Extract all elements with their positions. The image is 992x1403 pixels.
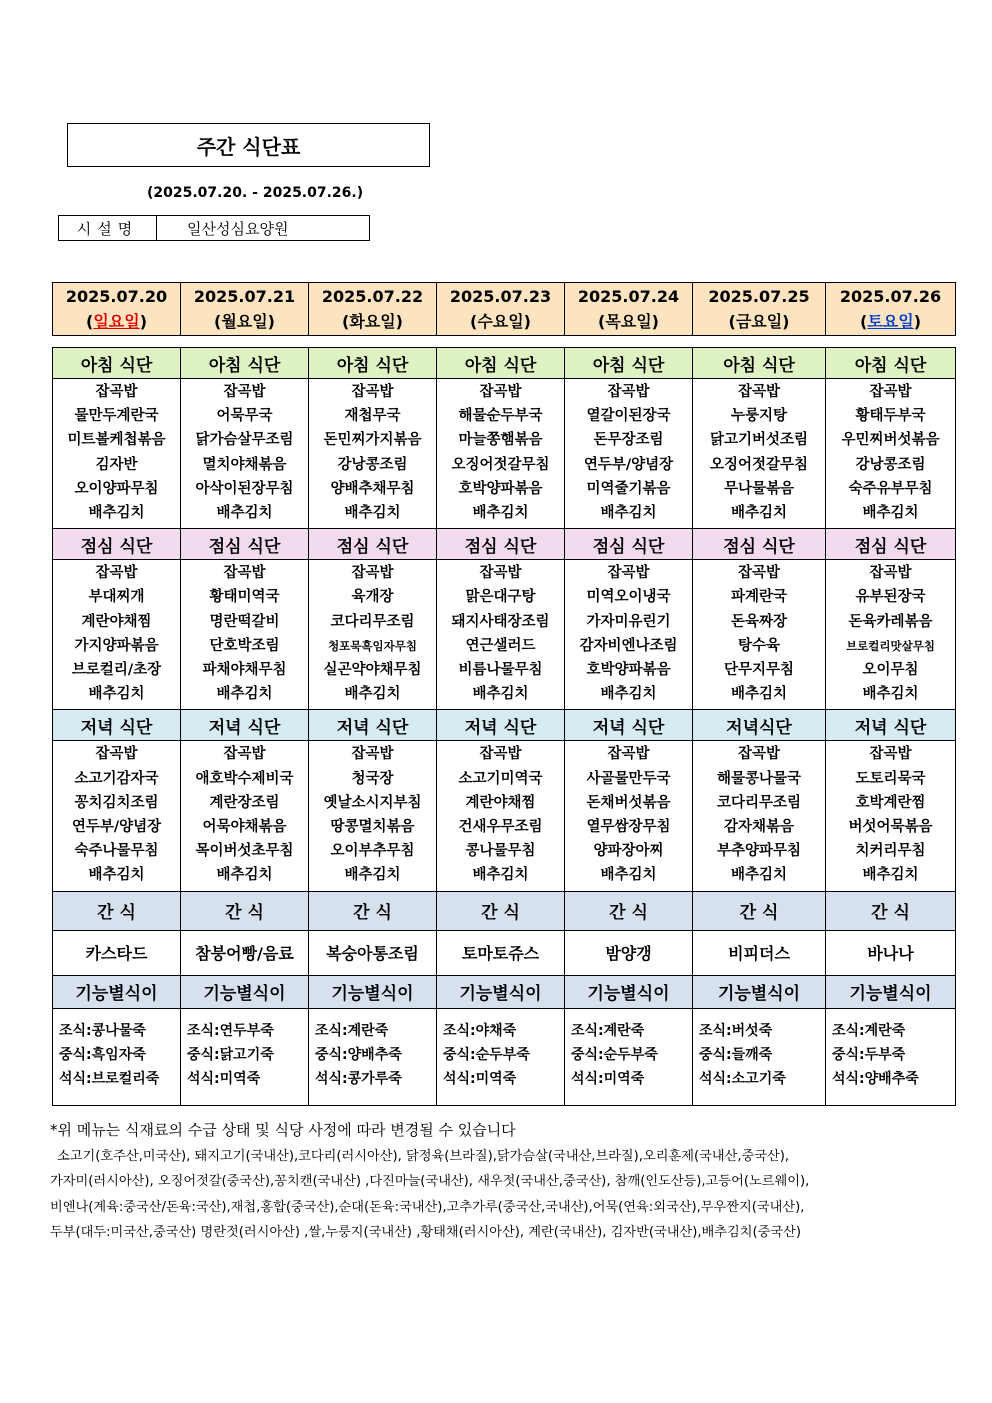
menu-item: 해물콩나물국: [716, 770, 802, 787]
dinner-header: 저녁 식단: [565, 710, 693, 741]
porridge-item: 중식:양배추죽: [315, 1046, 402, 1063]
snack-item: 참붕어빵/음료: [181, 930, 309, 975]
menu-item: 숙주유부무침: [848, 480, 933, 497]
lunch-cell: [53, 560, 181, 710]
breakfast-cell: [53, 379, 181, 529]
lunch-header: 점심 식단: [437, 529, 565, 560]
day-header-cell: [53, 283, 181, 336]
menu-item: 잡곡밥: [737, 565, 781, 582]
breakfast-header: 아침 식단: [181, 348, 309, 379]
page-title: 주간 식단표: [67, 123, 430, 167]
snack-header: 간 식: [309, 891, 437, 930]
menu-item: 돈육짜장: [730, 613, 788, 630]
dinner-header: 저녁 식단: [309, 710, 437, 741]
menu-item: 무나물볶음: [723, 480, 795, 497]
snack-header: 간 식: [565, 891, 693, 930]
porridge-item: 중식:순두부죽: [571, 1046, 658, 1063]
menu-item: 파계란국: [730, 589, 788, 606]
day-header-cell: [181, 283, 309, 336]
dinner-header-row: [53, 710, 956, 741]
snack-item: 토마토쥬스: [437, 930, 565, 975]
menu-item: 배추김치: [862, 505, 919, 522]
day-name: 일요일: [93, 312, 140, 331]
functional-diet-cell: [309, 1008, 437, 1105]
dinner-cell: [826, 741, 956, 891]
snack-header-row: [53, 891, 956, 930]
menu-item: 배추김치: [600, 505, 657, 522]
menu-item: 계란장조림: [209, 794, 280, 811]
lunch-cell: [309, 560, 437, 710]
menu-item: 잡곡밥: [95, 384, 138, 400]
snack-item: 밤양갱: [565, 930, 693, 975]
menu-item: 황태미역국: [209, 589, 280, 606]
day-name: (목요일): [598, 312, 659, 331]
day-name-close: ): [139, 312, 147, 331]
menu-item: 잡곡밥: [351, 746, 394, 763]
weekly-menu-table: [52, 347, 956, 1106]
notes-origin-line: 두부(대두:미국산,중국산) 명란젓(러시아산) ,쌀,누룽지(국내산) ,황태채(러시아산), 계란(국내산), 김자반(국내산),배추김치(중국산): [50, 1225, 801, 1240]
menu-item: 오이양파무침: [74, 480, 159, 497]
day-name-open: (: [86, 312, 94, 331]
day-date: 2025.07.25: [708, 287, 810, 306]
menu-item: 배추김치: [862, 686, 919, 703]
menu-item: 미역오이냉국: [586, 589, 671, 606]
menu-item: 오이무침: [862, 662, 919, 679]
menu-item: 잡곡밥: [737, 384, 781, 400]
porridge-item: 석식:미역죽: [443, 1070, 517, 1087]
menu-item: 콩나물무침: [465, 843, 536, 860]
menu-item: 누룽지탕: [730, 408, 788, 425]
menu-item: 닭가슴살무조림: [195, 432, 294, 449]
menu-item: 잡곡밥: [223, 746, 266, 763]
menu-item: 옛날소시지부침: [323, 794, 422, 811]
dinner-cell: [181, 741, 309, 891]
menu-item: 배추김치: [88, 505, 145, 522]
menu-item: 잡곡밥: [479, 565, 522, 582]
menu-item: 소고기미역국: [458, 770, 543, 787]
menu-item: 어묵야채볶음: [202, 819, 287, 836]
menu-item: 배추김치: [344, 686, 401, 703]
lunch-header: 점심 식단: [565, 529, 693, 560]
menu-item: 가지양파볶음: [74, 637, 159, 654]
menu-item: 배추김치: [472, 686, 529, 703]
menu-item: 배추김치: [862, 867, 919, 884]
menu-item: 물만두계란국: [74, 408, 159, 425]
menu-item: 양파장아찌: [593, 843, 664, 860]
menu-item: 배추김치: [344, 505, 401, 522]
breakfast-header: 아침 식단: [826, 348, 956, 379]
porridge-item: 중식:닭고기죽: [187, 1046, 274, 1063]
day-name-wrap: [309, 309, 436, 334]
menu-item: 오이부추무침: [330, 843, 415, 860]
menu-item: 멸치야채볶음: [202, 456, 287, 473]
menu-item: 버섯어묵볶음: [848, 819, 933, 836]
functional-diet-header-row: [53, 975, 956, 1008]
functional-diet-header: 기능별식이: [309, 975, 437, 1008]
menu-item: 해물순두부국: [458, 408, 543, 425]
menu-item: 건새우무조림: [458, 819, 543, 836]
dinner-header: 저녁 식단: [53, 710, 181, 741]
menu-item: 돈육카레볶음: [848, 613, 933, 630]
lunch-header: 점심 식단: [181, 529, 309, 560]
menu-item: 잡곡밥: [351, 384, 394, 400]
menu-item: 단무지무침: [723, 662, 795, 679]
menu-item: 배추김치: [472, 867, 529, 884]
porridge-item: 조식:콩나물죽: [59, 1022, 146, 1039]
lunch-cell: [181, 560, 309, 710]
menu-item: 잡곡밥: [607, 746, 650, 763]
day-name-wrap: [693, 309, 825, 334]
dinner-header: 저녁 식단: [826, 710, 956, 741]
menu-item: 가자미유린기: [586, 613, 671, 630]
facility-box: [58, 215, 370, 241]
menu-item: 청국장: [351, 770, 394, 787]
menu-item: 잡곡밥: [869, 384, 912, 400]
menu-item: 강낭콩조림: [855, 456, 926, 473]
notes-origin-line: 비엔나(계육:중국산/돈육:국산),재첩,홍합(중국산),순대(돈육:국내산),고추가루(중국산,국내산),어묵(연육:외국산),무우짠지(국내산),: [50, 1199, 805, 1215]
functional-diet-header: 기능별식이: [53, 975, 181, 1008]
functional-diet-header: 기능별식이: [437, 975, 565, 1008]
menu-item: 배추김치: [216, 686, 273, 703]
menu-item: 배추김치: [216, 867, 273, 884]
functional-diet-header: 기능별식이: [826, 975, 956, 1008]
menu-item: 배추김치: [730, 505, 788, 522]
menu-item: 돈민찌가지볶음: [323, 432, 422, 449]
snack-header: 간 식: [53, 891, 181, 930]
day-name-wrap: [53, 309, 180, 334]
breakfast-header-row: [53, 348, 956, 379]
menu-item: 잡곡밥: [95, 565, 138, 582]
menu-item: 잡곡밥: [607, 565, 650, 582]
dinner-cell: [565, 741, 693, 891]
functional-diet-cell: [181, 1008, 309, 1105]
lunch-cell: [565, 560, 693, 710]
day-header-cell: [693, 283, 826, 336]
porridge-item: 석식:브로컬리죽: [59, 1070, 160, 1087]
menu-item: 연두부/양념장: [583, 456, 674, 473]
menu-item: 황태두부국: [855, 408, 926, 425]
menu-item: 청포묵흑임자무침: [328, 638, 417, 653]
snack-item: 바나나: [826, 930, 956, 975]
dinner-cell: [693, 741, 826, 891]
functional-diet-cell: [53, 1008, 181, 1105]
menu-item: 호박양파볶음: [586, 662, 671, 679]
porridge-item: 조식:야채죽: [443, 1022, 517, 1039]
notes-origin-line: 가자미(러시아산), 오징어젓갈(중국산),꽁치캔(국내산) ,다진마늘(국내산), 새우젓(국내산,중국산), 참깨(인도산등),고등어(노르웨이),: [50, 1174, 810, 1189]
menu-item: 잡곡밥: [223, 384, 266, 400]
menu-item: 계란야채찜: [81, 613, 152, 630]
lunch-cell: [693, 560, 826, 710]
porridge-item: 조식:계란죽: [315, 1022, 389, 1039]
menu-item: 애호박수제비국: [195, 770, 294, 787]
menu-period: (2025.07.20. - 2025.07.26.): [147, 185, 364, 201]
porridge-item: 석식:소고기죽: [699, 1070, 786, 1087]
menu-item: 소고기감자국: [74, 770, 159, 787]
menu-item: 배추김치: [730, 686, 788, 703]
menu-item: 배추김치: [216, 505, 273, 522]
day-name: 토요일: [867, 312, 914, 331]
menu-item: 브로컬리맛살무침: [846, 638, 935, 653]
menu-item: 육개장: [351, 589, 394, 606]
breakfast-header: 아침 식단: [693, 348, 826, 379]
menu-item: 배추김치: [344, 867, 401, 884]
lunch-items-row: [53, 560, 956, 710]
menu-item: 돈채버섯볶음: [586, 794, 671, 811]
menu-item: 치커리무침: [855, 843, 926, 860]
dinner-header: 저녁식단: [693, 710, 826, 741]
menu-item: 땅콩멸치볶음: [330, 819, 415, 836]
breakfast-cell: [565, 379, 693, 529]
menu-item: 잡곡밥: [223, 565, 266, 582]
menu-item: 숙주나물무침: [74, 843, 159, 860]
menu-item: 부추양파무침: [716, 843, 802, 860]
dinner-items-row: [53, 741, 956, 891]
functional-diet-header: 기능별식이: [181, 975, 309, 1008]
menu-item: 맑은대구탕: [465, 589, 536, 606]
day-date: 2025.07.20: [65, 287, 168, 306]
menu-item: 잡곡밥: [95, 746, 138, 763]
lunch-header-row: [53, 529, 956, 560]
snack-header: 간 식: [826, 891, 956, 930]
menu-item: 어묵무국: [216, 408, 273, 425]
date-header-row: [53, 283, 956, 336]
menu-item: 강낭콩조림: [337, 456, 408, 473]
menu-item: 열갈이된장국: [586, 408, 671, 425]
day-date: 2025.07.24: [577, 287, 680, 306]
breakfast-header: 아침 식단: [53, 348, 181, 379]
snack-header: 간 식: [693, 891, 826, 930]
day-header-cell: [826, 283, 956, 336]
snack-header: 간 식: [437, 891, 565, 930]
breakfast-items-row: [53, 379, 956, 529]
breakfast-header: 아침 식단: [565, 348, 693, 379]
porridge-item: 중식:두부죽: [832, 1046, 906, 1063]
day-name-wrap: [437, 309, 564, 334]
notes-block: [50, 1118, 950, 1246]
menu-item: 닭고기버섯조림: [709, 432, 809, 449]
day-name-wrap: [826, 309, 955, 334]
day-name-close: ): [913, 312, 921, 331]
porridge-item: 조식:버섯죽: [699, 1022, 773, 1039]
menu-item: 오징어젓갈무침: [451, 456, 550, 473]
menu-item: 배추김치: [600, 867, 657, 884]
menu-item: 배추김치: [600, 686, 657, 703]
menu-item: 잡곡밥: [479, 384, 522, 400]
functional-diet-cell: [826, 1008, 956, 1105]
menu-item: 브로컬리/초장: [71, 662, 162, 679]
menu-item: 돼지사태장조림: [451, 613, 550, 630]
menu-item: 감자비엔나조림: [579, 637, 678, 654]
functional-diet-cell: [437, 1008, 565, 1105]
day-name: (월요일): [214, 312, 275, 331]
lunch-cell: [826, 560, 956, 710]
menu-item: 돈무장조림: [593, 432, 664, 449]
lunch-cell: [437, 560, 565, 710]
day-header-cell: [437, 283, 565, 336]
breakfast-cell: [437, 379, 565, 529]
menu-item: 잡곡밥: [607, 384, 650, 400]
breakfast-cell: [309, 379, 437, 529]
functional-diet-header: 기능별식이: [693, 975, 826, 1008]
porridge-item: 중식:흑임자죽: [59, 1046, 146, 1063]
menu-item: 우민찌버섯볶음: [841, 432, 940, 449]
breakfast-header: 아침 식단: [309, 348, 437, 379]
dinner-cell: [53, 741, 181, 891]
day-date: 2025.07.23: [449, 287, 552, 306]
lunch-header: 점심 식단: [309, 529, 437, 560]
snack-item: 비피더스: [693, 930, 826, 975]
notes-origin-line: 소고기(호주산,미국산), 돼지고기(국내산),코다리(러시아산), 닭정육(브라질),닭가슴살(국내산,브라질),오리훈제(국내산,중국산),: [57, 1148, 790, 1164]
day-header-cell: [309, 283, 437, 336]
day-name: (금요일): [728, 312, 790, 331]
menu-item: 목이버섯초무침: [195, 843, 294, 860]
menu-item: 코다리무조림: [330, 613, 415, 630]
day-date: 2025.07.22: [321, 287, 424, 306]
day-date: 2025.07.26: [839, 287, 942, 306]
snack-items-row: [53, 930, 956, 975]
notes-disclaimer: *위 메뉴는 식재료의 수급 상태 및 식당 사정에 따라 변경될 수 있습니다: [50, 1121, 516, 1139]
facility-label: 시설명: [59, 216, 157, 240]
menu-item: 비름나물무침: [458, 662, 543, 679]
day-name: (수요일): [470, 312, 531, 331]
porridge-item: 중식:들깨죽: [699, 1046, 773, 1063]
menu-item: 사골물만두국: [586, 770, 671, 787]
lunch-header: 점심 식단: [53, 529, 181, 560]
menu-item: 명란떡갈비: [209, 613, 280, 630]
menu-item: 유부된장국: [855, 589, 926, 606]
snack-item: 복숭아통조림: [309, 930, 437, 975]
dinner-cell: [309, 741, 437, 891]
day-name-open: (: [860, 312, 868, 331]
menu-item: 호박양파볶음: [458, 480, 543, 497]
date-header-table: [52, 282, 956, 336]
menu-item: 마늘쫑햄볶음: [458, 432, 543, 449]
menu-item: 재첩무국: [344, 408, 401, 425]
dinner-cell: [437, 741, 565, 891]
porridge-item: 조식:계란죽: [832, 1022, 906, 1039]
functional-diet-header: 기능별식이: [565, 975, 693, 1008]
porridge-item: 조식:계란죽: [571, 1022, 645, 1039]
menu-item: 배추김치: [730, 867, 788, 884]
porridge-item: 석식:미역죽: [571, 1070, 645, 1087]
menu-item: 열무쌈장무침: [586, 819, 671, 836]
menu-item: 감자채볶음: [723, 819, 795, 836]
menu-item: 코다리무조림: [716, 794, 802, 811]
menu-item: 양배추채무침: [330, 480, 415, 497]
menu-item: 아삭이된장무침: [195, 480, 294, 497]
breakfast-header: 아침 식단: [437, 348, 565, 379]
breakfast-cell: [826, 379, 956, 529]
porridge-item: 중식:순두부죽: [443, 1046, 530, 1063]
menu-item: 배추김치: [472, 505, 529, 522]
day-header-cell: [565, 283, 693, 336]
menu-item: 잡곡밥: [737, 746, 781, 763]
menu-item: 잡곡밥: [869, 565, 912, 582]
functional-diet-cell: [565, 1008, 693, 1105]
dinner-header: 저녁 식단: [437, 710, 565, 741]
lunch-header: 점심 식단: [826, 529, 956, 560]
menu-item: 오징어젓갈무침: [709, 456, 809, 473]
menu-item: 파채야채무침: [202, 662, 287, 679]
menu-item: 잡곡밥: [869, 746, 912, 763]
menu-item: 배추김치: [88, 686, 145, 703]
day-date: 2025.07.21: [193, 287, 296, 306]
menu-item: 배추김치: [88, 867, 145, 884]
facility-name: 일산성심요양원: [187, 219, 289, 238]
menu-item: 도토리묵국: [855, 770, 926, 787]
snack-item: 카스타드: [53, 930, 181, 975]
menu-item: 김자반: [95, 456, 138, 473]
functional-diet-items-row: [53, 1008, 956, 1105]
dinner-header: 저녁 식단: [181, 710, 309, 741]
menu-item: 미역줄기볶음: [586, 480, 671, 497]
menu-item: 단호박조림: [209, 637, 280, 654]
breakfast-cell: [693, 379, 826, 529]
menu-item: 계란야채찜: [465, 794, 536, 811]
porridge-item: 석식:콩가루죽: [315, 1070, 402, 1087]
menu-item: 잡곡밥: [479, 746, 522, 763]
menu-item: 잡곡밥: [351, 565, 394, 582]
snack-header: 간 식: [181, 891, 309, 930]
menu-item: 미트볼케첩볶음: [67, 432, 166, 449]
menu-item: 호박계란찜: [855, 794, 926, 811]
porridge-item: 석식:미역죽: [187, 1070, 261, 1087]
menu-item: 부대찌개: [88, 589, 145, 606]
porridge-item: 석식:양배추죽: [832, 1070, 919, 1087]
menu-item: 연두부/양념장: [71, 819, 162, 836]
menu-item: 실곤약야채무침: [323, 662, 422, 679]
menu-item: 연근샐러드: [465, 637, 536, 654]
functional-diet-cell: [693, 1008, 826, 1105]
menu-item: 꽁치김치조림: [74, 794, 159, 811]
breakfast-cell: [181, 379, 309, 529]
day-name: (화요일): [342, 312, 403, 331]
day-name-wrap: [181, 309, 308, 334]
menu-item: 탕수육: [737, 637, 781, 654]
day-name-wrap: [565, 309, 692, 334]
lunch-header: 점심 식단: [693, 529, 826, 560]
porridge-item: 조식:연두부죽: [187, 1022, 274, 1039]
